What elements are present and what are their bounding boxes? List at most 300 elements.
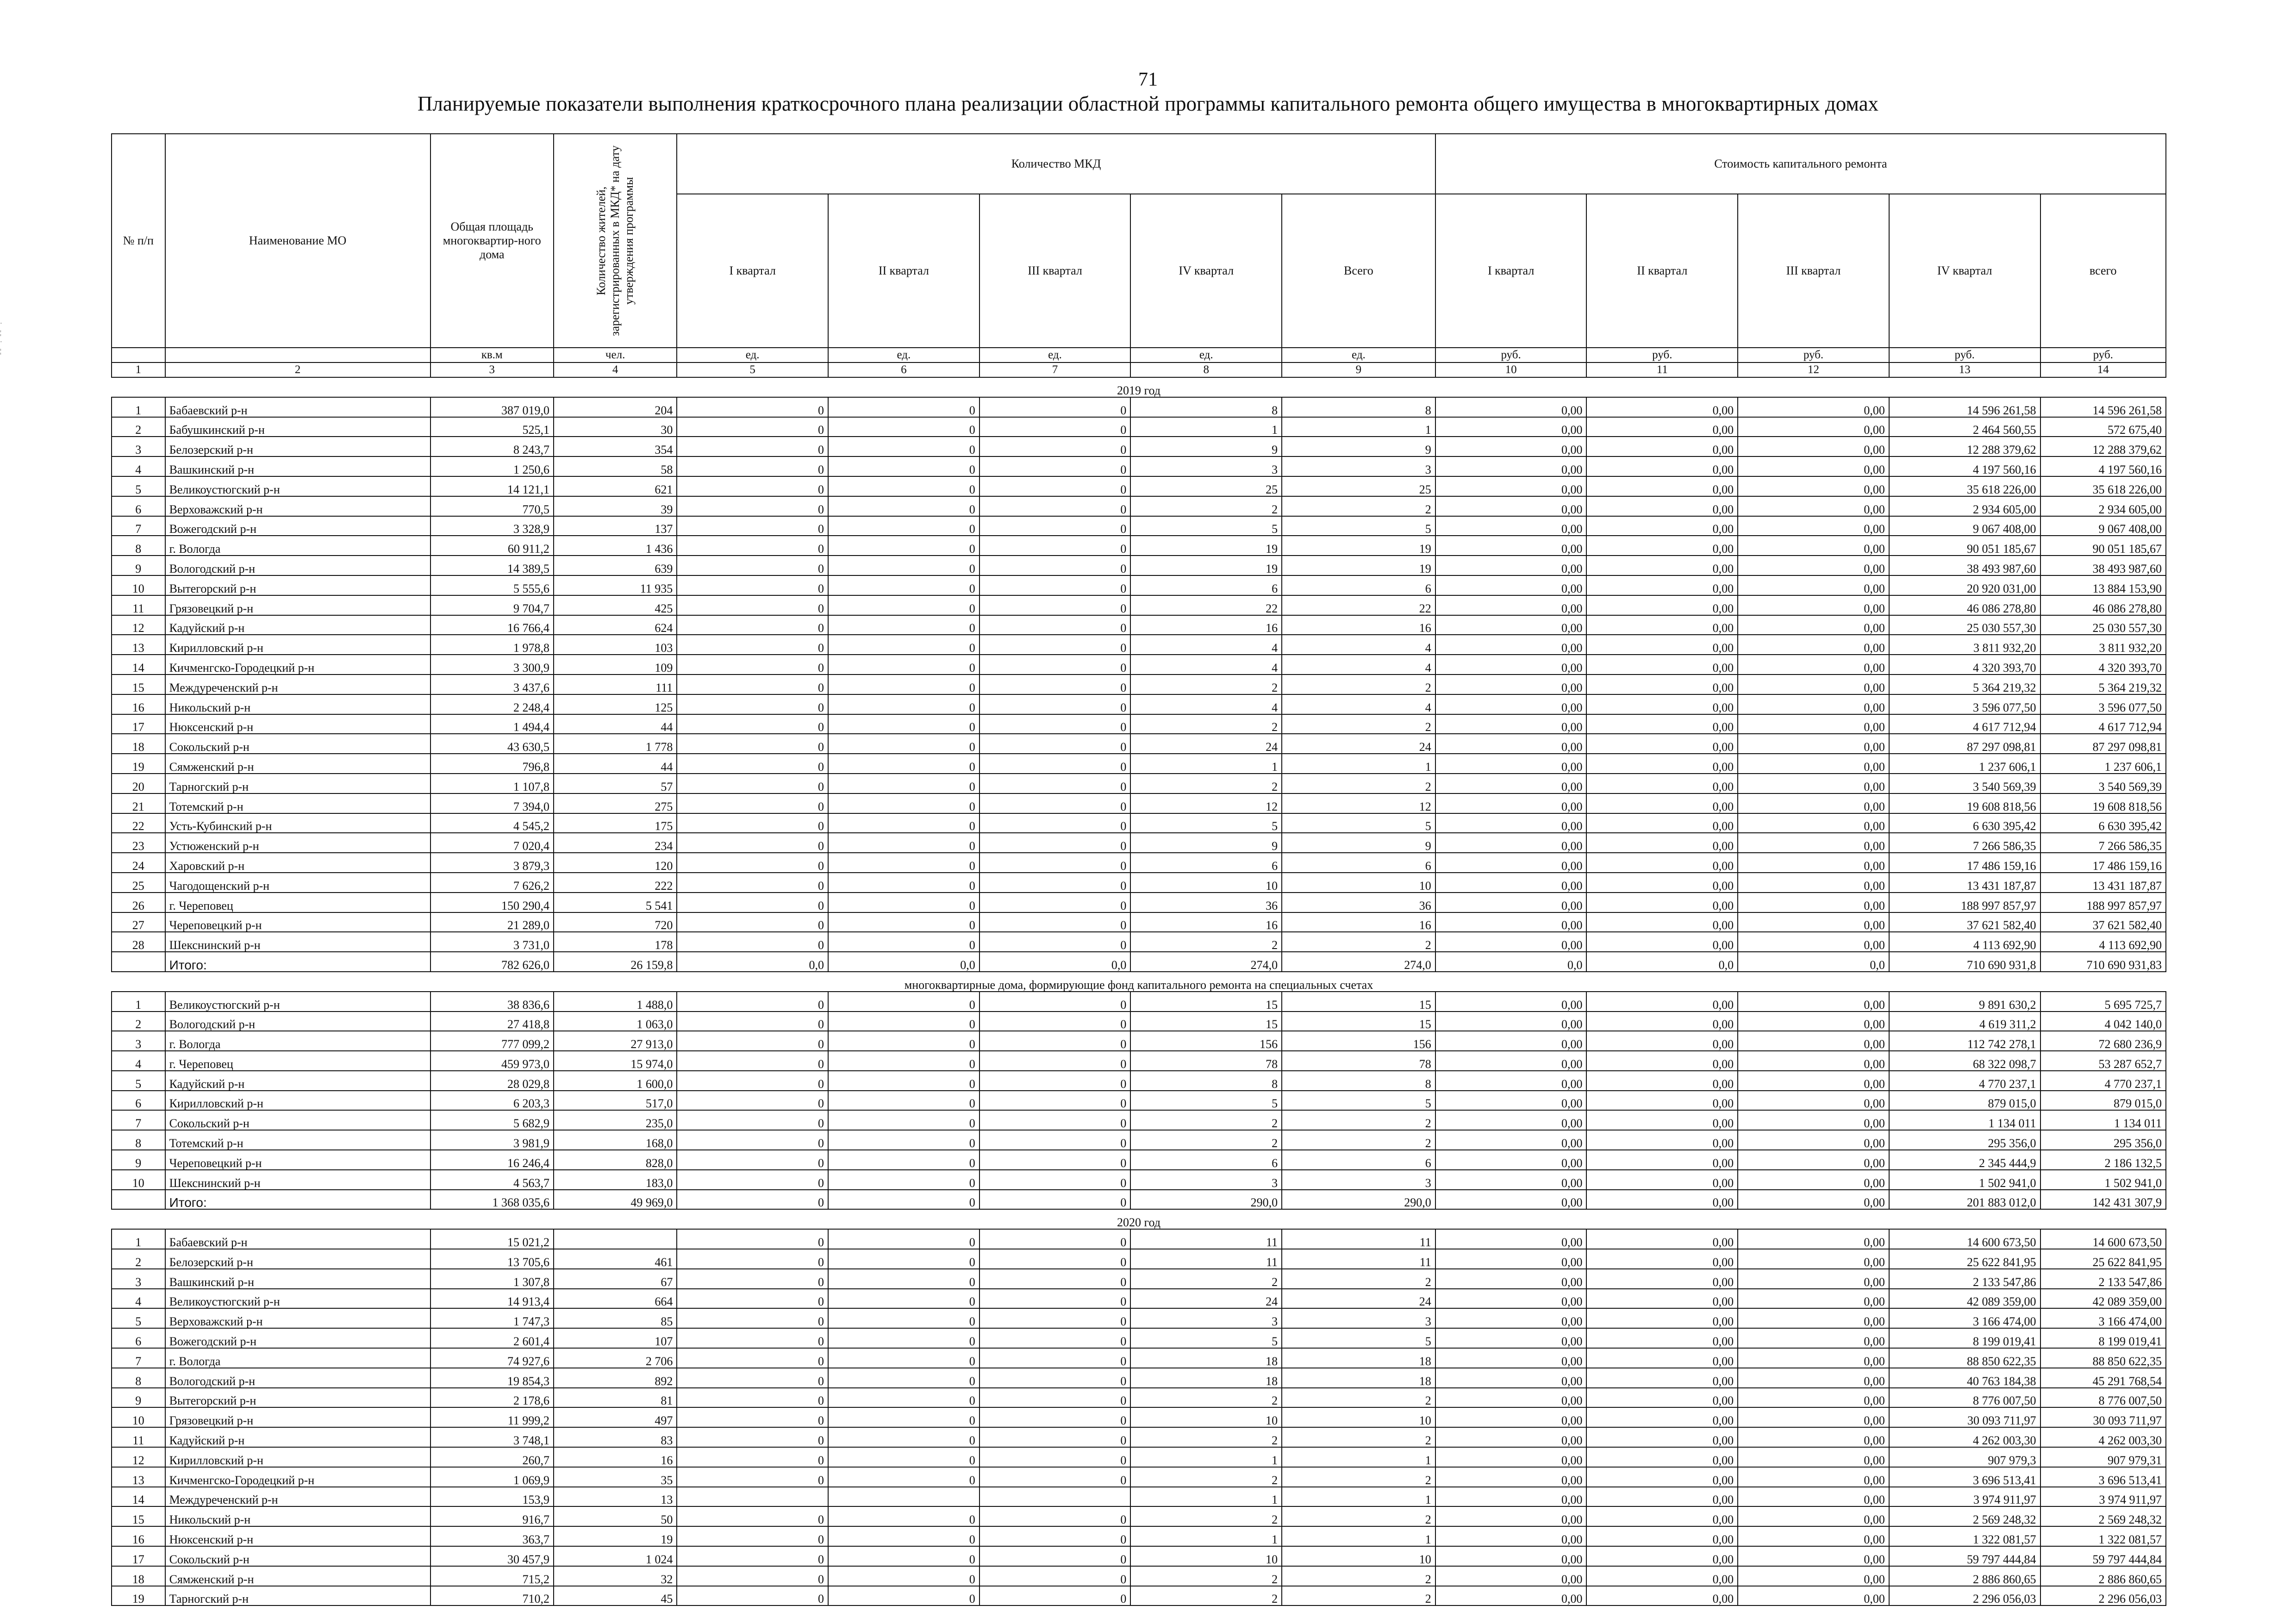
table-cell: Сокольский р-н [165, 734, 430, 754]
table-cell: 0 [828, 853, 980, 873]
table-cell: 0 [677, 1091, 828, 1111]
table-cell: 0 [980, 714, 1131, 734]
table-cell: 0,00 [1435, 734, 1587, 754]
table-cell: 0,00 [1586, 476, 1738, 496]
table-cell: 0 [980, 774, 1131, 793]
table-cell: 1 237 606,1 [2040, 754, 2166, 774]
table-row [112, 1249, 2166, 1269]
table-cell: 9 [1130, 437, 1282, 456]
header-q2-cost: II квартал [1586, 194, 1738, 348]
table-cell: 0,00 [1435, 655, 1587, 675]
table-cell: 16 [1130, 615, 1282, 635]
table-cell: 24 [1130, 734, 1282, 754]
table-cell: 0 [828, 1388, 980, 1408]
table-cell: 16 [112, 1526, 165, 1546]
table-cell: 664 [554, 1289, 677, 1309]
table-cell: 0 [828, 1229, 980, 1249]
table-cell: 16 [1282, 912, 1435, 932]
table-cell: 39 [554, 496, 677, 516]
table-cell: Великоустюгский р-н [165, 992, 430, 1012]
table-cell: 0,00 [1738, 1091, 1889, 1111]
table-cell: 0 [828, 1190, 980, 1210]
table-cell: 0,00 [1738, 1328, 1889, 1348]
table-cell: 0,00 [1435, 1190, 1587, 1210]
table-cell: 0 [980, 1427, 1131, 1447]
table-cell: 0 [980, 1368, 1131, 1388]
table-cell: 0 [828, 1308, 980, 1328]
table-cell: 12 [112, 615, 165, 635]
table-cell: Вологодский р-н [165, 1368, 430, 1388]
table-cell: Грязовецкий р-н [165, 595, 430, 615]
table-cell: 0 [980, 754, 1131, 774]
table-cell: 1 488,0 [554, 992, 677, 1012]
table-cell: 1 [1282, 1526, 1435, 1546]
table-cell: 2 [1282, 1586, 1435, 1606]
table-cell: 5 [1130, 1091, 1282, 1111]
table-cell: 4 [1130, 655, 1282, 675]
table-cell: 2 248,4 [430, 694, 554, 714]
table-cell: 0,00 [1738, 1566, 1889, 1586]
table-cell: 25 [1130, 476, 1282, 496]
table-cell: Никольский р-н [165, 694, 430, 714]
table-cell: 0 [828, 437, 980, 456]
table-row [112, 1130, 2166, 1150]
table-cell: 0 [677, 397, 828, 417]
table-cell: 6 [112, 496, 165, 516]
table-cell: 0 [980, 1328, 1131, 1348]
table-cell: Грязовецкий р-н [165, 1407, 430, 1427]
table-cell: 0 [980, 1229, 1131, 1249]
table-cell: 9 [112, 1388, 165, 1408]
table-cell: Междуреченский р-н [165, 675, 430, 694]
table-cell: 0,00 [1435, 1388, 1587, 1408]
table-cell: 0 [980, 1170, 1131, 1190]
table-cell: 10 [1282, 873, 1435, 893]
table-cell: 0,00 [1435, 893, 1587, 912]
table-cell: 0 [980, 1110, 1131, 1130]
table-cell: 0,00 [1586, 873, 1738, 893]
table-row [112, 1071, 2166, 1091]
table-cell: 0,00 [1738, 1388, 1889, 1408]
column-number: 3 [430, 362, 554, 377]
table-cell: 0 [677, 1586, 828, 1606]
table-cell: Сокольский р-н [165, 1546, 430, 1566]
table-cell: 0 [828, 1130, 980, 1150]
table-cell: 0 [828, 575, 980, 595]
table-cell: 14 913,4 [430, 1289, 554, 1309]
table-cell: 0,00 [1738, 1506, 1889, 1526]
table-row [112, 1506, 2166, 1526]
table-cell: 5 364 219,32 [1889, 675, 2040, 694]
table-cell: 0 [677, 1130, 828, 1150]
table-cell: 11 [112, 1427, 165, 1447]
table-cell: 0 [980, 833, 1131, 853]
table-cell: Кирилловский р-н [165, 1447, 430, 1467]
table-cell: 710 690 931,83 [2040, 952, 2166, 972]
table-cell: 828,0 [554, 1150, 677, 1170]
document-title: Планируемые показатели выполнения краткосрочного плана реализации областной программы капитального ремонта общего имущества в многоквартирных домах [417, 92, 1879, 115]
table-cell: 916,7 [430, 1506, 554, 1526]
table-cell: 0 [677, 595, 828, 615]
table-cell: 23 [112, 833, 165, 853]
table-row [112, 456, 2166, 476]
table-cell: 1 600,0 [554, 1071, 677, 1091]
table-cell: 0,00 [1738, 912, 1889, 932]
table-cell: 0 [677, 1427, 828, 1447]
table-cell: 35 618 226,00 [2040, 476, 2166, 496]
table-cell [112, 1190, 165, 1210]
table-cell: 0 [980, 536, 1131, 556]
table-row [112, 536, 2166, 556]
table-cell: 9 067 408,00 [1889, 516, 2040, 536]
table-cell: Череповецкий р-н [165, 912, 430, 932]
table-cell: 0 [677, 1012, 828, 1031]
table-cell: 0 [828, 1170, 980, 1190]
table-cell: 2 345 444,9 [1889, 1150, 2040, 1170]
table-row [112, 1170, 2166, 1190]
unit-cell: руб. [1889, 348, 2040, 362]
table-cell: 0 [828, 873, 980, 893]
table-cell: Вытегорский р-н [165, 1388, 430, 1408]
table-cell: 0 [677, 1447, 828, 1467]
table-cell: 2 [1130, 1427, 1282, 1447]
table-cell: 0 [980, 1467, 1131, 1487]
table-cell: 290,0 [1130, 1190, 1282, 1210]
table-cell: 0,00 [1586, 1447, 1738, 1467]
table-cell: 0,00 [1738, 813, 1889, 833]
table-cell: 14 [112, 655, 165, 675]
table-cell: 35 [554, 1467, 677, 1487]
table-cell: 2 [112, 1012, 165, 1031]
table-cell: 0 [980, 635, 1131, 655]
table-cell: 27 418,8 [430, 1012, 554, 1031]
table-cell: 0 [677, 1368, 828, 1388]
table-cell: 38 493 987,60 [2040, 556, 2166, 575]
table-cell: 0 [677, 1150, 828, 1170]
table-cell: 25 [112, 873, 165, 893]
table-cell: 0 [677, 992, 828, 1012]
table-cell: 3 974 911,97 [1889, 1487, 2040, 1507]
table-cell: 3 811 932,20 [1889, 635, 2040, 655]
table-cell: 0 [677, 1269, 828, 1289]
table-cell: 4 [1130, 694, 1282, 714]
table-cell: 44 [554, 714, 677, 734]
table-cell: 5 695 725,7 [2040, 992, 2166, 1012]
table-cell: 0,0 [1738, 952, 1889, 972]
table-cell: 0 [677, 556, 828, 575]
table-cell: 0,00 [1586, 793, 1738, 813]
table-row [112, 575, 2166, 595]
table-row [112, 893, 2166, 912]
table-cell: 0,00 [1435, 496, 1587, 516]
table-cell: 4 113 692,90 [2040, 932, 2166, 952]
table-cell: 0 [980, 734, 1131, 754]
table-row [112, 556, 2166, 575]
table-row [112, 615, 2166, 635]
table-cell: 0,00 [1586, 1368, 1738, 1388]
table-cell: 0 [677, 417, 828, 437]
table-cell: 0,00 [1586, 417, 1738, 437]
table-cell: 3 748,1 [430, 1427, 554, 1447]
table-cell: г. Череповец [165, 1051, 430, 1071]
table-row [112, 813, 2166, 833]
table-cell: 15 [112, 1506, 165, 1526]
table-cell: 1 [1130, 754, 1282, 774]
table-cell: 112 742 278,1 [1889, 1031, 2040, 1051]
table-cell: 0,00 [1435, 1368, 1587, 1388]
table-row [112, 1487, 2166, 1507]
table-cell: 5 [112, 476, 165, 496]
table-row [112, 655, 2166, 675]
header-name: Наименование МО [165, 134, 430, 348]
table-cell: 1 024 [554, 1546, 677, 1566]
table-cell: 9 [112, 556, 165, 575]
section-title: многоквартирные дома, формирующие фонд капитального ремонта на специальных счетах [112, 972, 2166, 992]
table-row [112, 595, 2166, 615]
table-cell: 9 704,7 [430, 595, 554, 615]
table-cell: 260,7 [430, 1447, 554, 1467]
table-cell: 0,00 [1738, 675, 1889, 694]
header-q4-mkd: IV квартал [1130, 194, 1282, 348]
table-cell: 0 [677, 1051, 828, 1071]
table-cell: 0,00 [1435, 873, 1587, 893]
table-cell: 15 [1282, 992, 1435, 1012]
table-cell: 0 [980, 456, 1131, 476]
table-cell: Верховажский р-н [165, 1308, 430, 1328]
table-cell: 0 [677, 1229, 828, 1249]
table-cell: 8 [1282, 1071, 1435, 1091]
table-cell: 78 [1130, 1051, 1282, 1071]
table-cell: 0,00 [1435, 694, 1587, 714]
table-cell: 1 978,8 [430, 635, 554, 655]
table-cell: 0 [980, 615, 1131, 635]
table-cell: 2 [1282, 1130, 1435, 1150]
table-cell: 0 [828, 1348, 980, 1368]
table-cell: 178 [554, 932, 677, 952]
table-cell: 1 494,4 [430, 714, 554, 734]
table-cell: 4 563,7 [430, 1170, 554, 1190]
table-cell: Тотемский р-н [165, 793, 430, 813]
table-cell: 24 [1282, 734, 1435, 754]
table-cell: Вашкинский р-н [165, 1269, 430, 1289]
table-row [112, 714, 2166, 734]
table-cell: 2 [1282, 714, 1435, 734]
table-cell: 0 [980, 1130, 1131, 1150]
table-cell: 27 [112, 912, 165, 932]
table-cell: 0 [980, 1031, 1131, 1051]
table-cell: 0 [980, 575, 1131, 595]
unit-cell: чел. [554, 348, 677, 362]
table-cell: 2 934 605,00 [2040, 496, 2166, 516]
table-cell: 0,00 [1738, 1586, 1889, 1606]
table-cell: 120 [554, 853, 677, 873]
table-cell: Никольский р-н [165, 1506, 430, 1526]
table-cell: 8 199 019,41 [1889, 1328, 2040, 1348]
table-cell: Чагодощенский р-н [165, 873, 430, 893]
table-cell: 8 776 007,50 [1889, 1388, 2040, 1408]
table-cell: 11 935 [554, 575, 677, 595]
header-area: Общая площадь многоквартир-ного дома [430, 134, 554, 348]
table-cell [112, 952, 165, 972]
table-cell: 0,00 [1738, 1407, 1889, 1427]
table-cell: 5 [112, 1071, 165, 1091]
table-cell: 25 622 841,95 [2040, 1249, 2166, 1269]
column-number: 2 [165, 362, 430, 377]
table-cell: 25 [1282, 476, 1435, 496]
table-cell: 18 [1282, 1368, 1435, 1388]
table-cell: 25 030 557,30 [2040, 615, 2166, 635]
table-cell: 15 974,0 [554, 1051, 677, 1071]
table-cell: 0,00 [1586, 635, 1738, 655]
table-row [112, 1586, 2166, 1606]
column-number: 13 [1889, 362, 2040, 377]
table-cell: 1 237 606,1 [1889, 754, 2040, 774]
table-cell: 7 [112, 1348, 165, 1368]
table-cell: 7 [112, 516, 165, 536]
table-cell: 6 [112, 1091, 165, 1111]
table-cell: 7 [112, 1110, 165, 1130]
table-cell: 0 [677, 1289, 828, 1309]
table-cell: 45 [554, 1586, 677, 1606]
table-cell: 30 093 711,97 [1889, 1407, 2040, 1427]
table-cell: 35 618 226,00 [1889, 476, 2040, 496]
table-cell: 27 913,0 [554, 1031, 677, 1051]
table-cell: 0,00 [1586, 536, 1738, 556]
table-cell: 0 [980, 1012, 1131, 1031]
unit-cell: руб. [1586, 348, 1738, 362]
table-cell: 0,0 [980, 952, 1131, 972]
table-cell: Устюженский р-н [165, 833, 430, 853]
table-cell: 10 [1130, 1407, 1282, 1427]
table-cell: 85 [554, 1308, 677, 1328]
table-cell: 9 [1282, 833, 1435, 853]
header-total-cost: всего [2040, 194, 2166, 348]
table-cell: 0 [980, 1586, 1131, 1606]
table-cell: 2 [1282, 496, 1435, 516]
page-number: 71 [1138, 69, 1158, 90]
table-cell: 44 [554, 754, 677, 774]
table-row [112, 793, 2166, 813]
table-cell: 15 [112, 675, 165, 694]
table-cell: 0 [828, 476, 980, 496]
column-number: 5 [677, 362, 828, 377]
unit-cell: ед. [1130, 348, 1282, 362]
table-cell: Великоустюгский р-н [165, 476, 430, 496]
table-row [112, 1348, 2166, 1368]
table-cell: 3 596 077,50 [1889, 694, 2040, 714]
table-cell: 0,00 [1586, 853, 1738, 873]
table-cell: 12 [1282, 793, 1435, 813]
table-cell: 1 747,3 [430, 1308, 554, 1328]
table-cell: 0,00 [1738, 635, 1889, 655]
table-cell: 1 502 941,0 [1889, 1170, 2040, 1190]
table-cell: 0 [980, 912, 1131, 932]
table-cell: 17 [112, 714, 165, 734]
table-cell: 0 [828, 496, 980, 516]
table-cell: 4 [1282, 694, 1435, 714]
table-cell: 4 [1282, 635, 1435, 655]
table-cell: 0,00 [1435, 1249, 1587, 1269]
table-cell: 7 394,0 [430, 793, 554, 813]
table-cell: 0,00 [1738, 1110, 1889, 1130]
table-cell: 4 617 712,94 [1889, 714, 2040, 734]
table-cell: 2 [1130, 1467, 1282, 1487]
table-cell: 12 [1130, 793, 1282, 813]
table-cell: 0,00 [1586, 1546, 1738, 1566]
table-cell: 188 997 857,97 [2040, 893, 2166, 912]
table-cell: 18 [1130, 1368, 1282, 1388]
table-cell: 3 [1130, 456, 1282, 476]
table-cell: 0,00 [1738, 1170, 1889, 1190]
table-cell: 10 [112, 1170, 165, 1190]
table-cell: 28 029,8 [430, 1071, 554, 1091]
table-cell: 0,00 [1435, 536, 1587, 556]
table-cell: 879 015,0 [2040, 1091, 2166, 1111]
table-cell: 19 [112, 1586, 165, 1606]
table-cell: 4 [112, 1289, 165, 1309]
table-cell: 0,00 [1738, 1249, 1889, 1269]
table-cell: 26 159,8 [554, 952, 677, 972]
table-cell: 0 [980, 932, 1131, 952]
table-cell: 10 [1282, 1546, 1435, 1566]
table-cell: 188 997 857,97 [1889, 893, 2040, 912]
table-cell: 19 608 818,56 [2040, 793, 2166, 813]
table-cell: 9 [112, 1150, 165, 1170]
table-cell: 201 883 012,0 [1889, 1190, 2040, 1210]
table-cell: Кичменгско-Городецкий р-н [165, 1467, 430, 1487]
table-cell: 0,00 [1586, 1308, 1738, 1328]
table-row [112, 1150, 2166, 1170]
table-cell: 0,00 [1738, 1348, 1889, 1368]
table-cell: 0 [677, 694, 828, 714]
table-cell: 0 [980, 1308, 1131, 1328]
table-cell: 37 621 582,40 [1889, 912, 2040, 932]
table-row [112, 1051, 2166, 1071]
column-number: 1 [112, 362, 165, 377]
section-title: 2020 год [112, 1209, 2166, 1229]
table-cell: 0 [677, 1170, 828, 1190]
table-cell: 0,00 [1738, 1308, 1889, 1328]
table-cell: 0,00 [1435, 556, 1587, 575]
table-cell: 19 [1130, 536, 1282, 556]
table-cell: 461 [554, 1249, 677, 1269]
table-row [112, 1467, 2166, 1487]
table-cell: 0 [677, 456, 828, 476]
table-cell: 770,5 [430, 496, 554, 516]
table-cell: 28 [112, 932, 165, 952]
table-cell: 0,00 [1586, 1348, 1738, 1368]
table-cell: 156 [1130, 1031, 1282, 1051]
table-cell: 0,00 [1586, 932, 1738, 952]
table-cell: 2 706 [554, 1348, 677, 1368]
table-cell: Шекснинский р-н [165, 1170, 430, 1190]
table-cell: 19 [112, 754, 165, 774]
table-cell: 17 486 159,16 [1889, 853, 2040, 873]
unit-cell: руб. [2040, 348, 2166, 362]
table-cell: 710 690 931,8 [1889, 952, 2040, 972]
table-cell: 24 [1130, 1289, 1282, 1309]
table-cell: 0,00 [1738, 1012, 1889, 1031]
table-cell: 3 540 569,39 [2040, 774, 2166, 793]
table-cell: 354 [554, 437, 677, 456]
table-cell: 30 [554, 417, 677, 437]
table-cell: 2 [112, 417, 165, 437]
table-cell: 0 [828, 615, 980, 635]
table-cell: 0 [980, 853, 1131, 873]
table-cell: 3 696 513,41 [1889, 1467, 2040, 1487]
table-cell: 0 [980, 595, 1131, 615]
table-cell: 32 [554, 1566, 677, 1586]
